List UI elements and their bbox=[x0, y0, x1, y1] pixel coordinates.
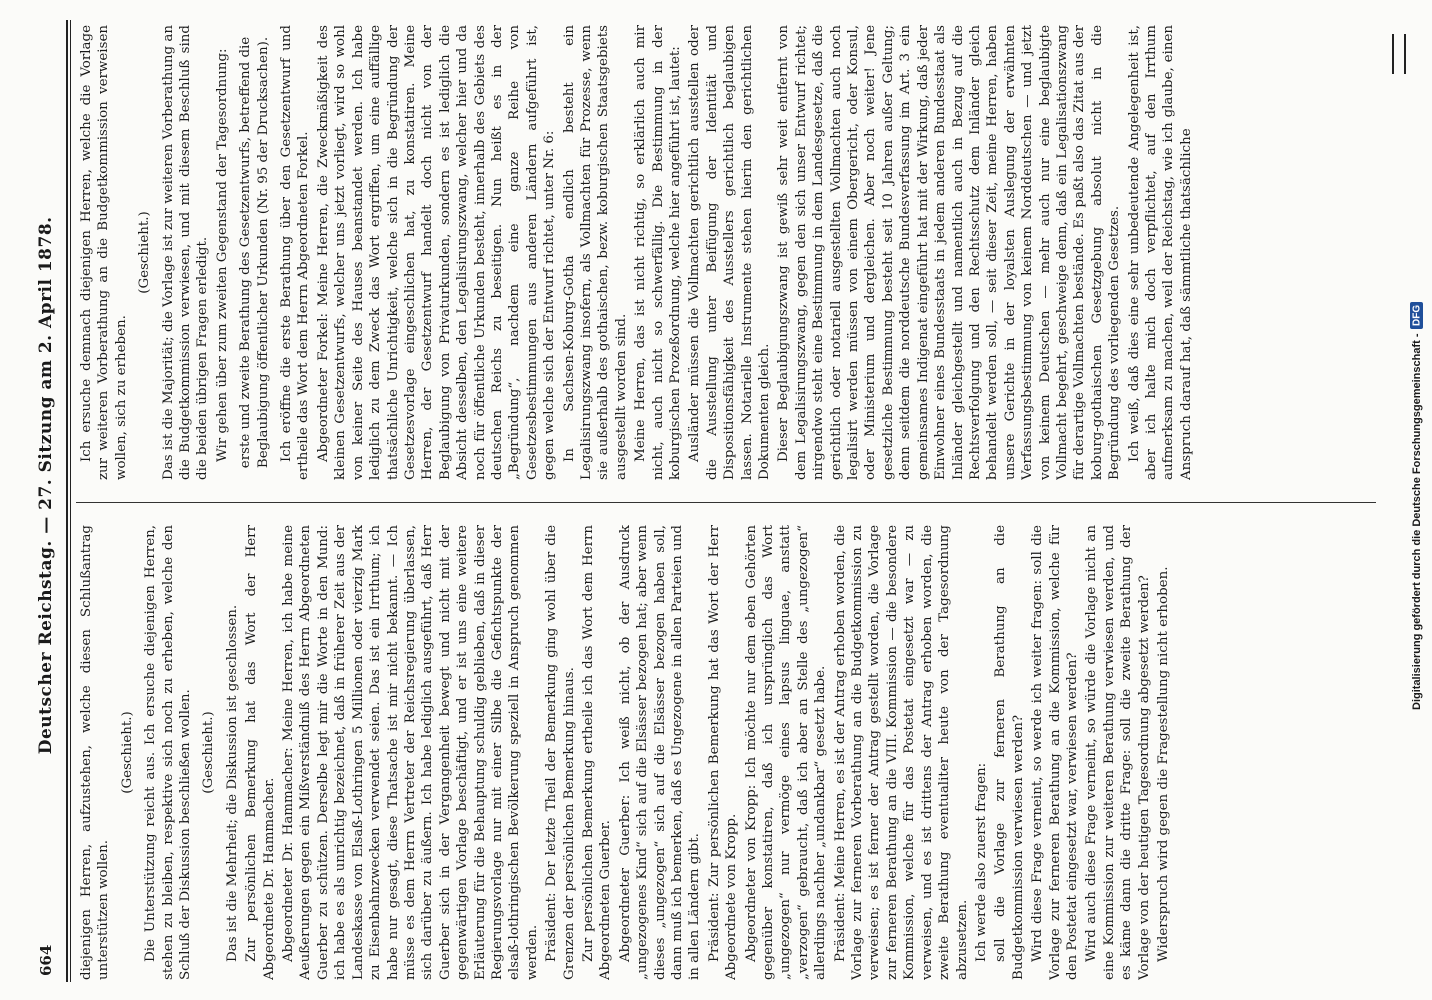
paragraph: (Geschieht.) bbox=[119, 711, 135, 794]
paragraph: (Geschieht.) bbox=[137, 211, 153, 294]
paragraph: Abgeordneter Dr. Hammacher: Meine Herren, ich habe meine Aeußerungen gegen ein Mißverständniß des Herrn Abgeordneten Guerber zu schützen. Derselbe legt mir die Worte in den Mund: ich habe es als unrichtig bezeichnet, daß in früherer Zeit aus der Landeskasse von Elsaß-Lothringen 5 Millionen oder vierzig Mark zu Eisenbahnzwecken verwendet seien. Das ist ein Irrthum; ich habe nur gesagt, diese Thatsache ist mir nicht bekannt. — Ich müsse es dem Herrn Vertreter der Reichsregierung überlassen, sich darüber zu äußern. Ich habe lediglich ausgeführt, daß Herr Guerber sich in der Vergangenheit bewegt und nicht mit der gegenwärtigen Vorlage beschäftigt, und er ist uns eine weitere Erläuterung für die Behauptung schuldig geblieben, daß in dieser Regierungsvorlage nur mit einer Silbe die Gefichtspunkte der elsaß-lothringischen Bevölkerung speziell in Anspruch genommen werden. bbox=[281, 525, 540, 980]
paragraph: Abgeordneter Forkel: Meine Herren, die Zweckmäßigkeit des kleinen Gesetzentwurfs, welcher uns jetzt vorliegt, wird so wohl von keiner Seite des Hauses beanstandet werden. Ich habe lediglich zu dem Zweck das Wort ergriffen, um eine auffällige thatsächliche Unrichtigkeit, welche sich in die Begründung der Gesetzesvorlage eingeschlichen hat, zu konstatiren. Meine Herren, der Gesetzentwurf handelt doch nicht von der Beglaubigung von Privaturkunden, sondern es ist lediglich die Absicht desselben, den Legalisirungszwang, welcher hier und da noch für öffentliche Urkunden besteht, innerhalb des Gebiets des deutschen Reichs zu beseitigen. Nun heißt es in der „Begründung“, nachdem eine ganze Reihe von Gesetzesbestimmungen aus anderen Ländern aufgeführt ist, gegen welche sich der Entwurf richtet, unter Nr. 6: bbox=[315, 25, 558, 480]
paragraph: Wird diese Frage verneint, so werde ich weiter fragen: soll die Vorlage zur ferneren Berathung an die Kommission, welche für den Postetat eingesetzt war, verwiesen werden? bbox=[1030, 525, 1080, 980]
paragraph: Zur persönlichen Bemerkung ertheile ich das Wort dem Herrn Abgeordneten Guerber. bbox=[580, 525, 614, 980]
page-number: 664 bbox=[37, 944, 55, 976]
corner-mark bbox=[1392, 34, 1406, 74]
paragraph: Präsident: Der letzte Theil der Bemerkung ging wohl über die Grenzen der persönlichen Bemerkung hinaus. bbox=[544, 525, 577, 980]
right-column bbox=[78, 25, 1374, 480]
paragraph: Die Unterstützung reicht aus. Ich ersuche diejenigen Herren, stehen zu bleiben, respektive sich noch zu erheben, welche den Schluß der Diskussion beschließen wollen. bbox=[143, 525, 194, 980]
paragraph: Abgeordneter Guerber: Ich weiß nicht, ob der Ausdruck „ungezogenes Kind“ sich auf die Elsässer bezogen hat; aber wenn dieses „ungezogen“ sich auf die Elsässer bezogen haben soll, dann muß ich bemerken, daß es Ungezogene in allen Parteien und in allen Ländern gibt. bbox=[617, 525, 703, 980]
page-header bbox=[28, 26, 64, 976]
paragraph: Meine Herren, das ist nicht richtig, so erklärlich auch mir nicht, auch nicht so schwerfällig. Die Bestimmung in der koburgischen Prozeßordnung, welche hier angeführt ist, lautet: bbox=[633, 25, 683, 480]
paragraph: Wir gehen über zum zweiten Gegenstand der Tagesordnung: bbox=[214, 48, 230, 462]
paragraph: Präsident: Meine Herren, es ist der Antrag erhoben worden, die Vorlage zur ferneren Vorberathung an die Budgetkommission zu verweisen; es ist ferner der Antrag gestellt worden, die Vorlage zur ferneren Berathung an die VIII. Kommission — die besondere Kommission, welche für das Postetat eingesetzt war — zu verweisen, und es ist drittens der Antrag erhoben worden, die zweite Berathung eventualiter heute von der Tagesordnung abzusetzen. bbox=[832, 525, 970, 980]
paragraph: Das ist die Majorität; die Vorlage ist zur weiteren Vorberathung an die Budgetkommission verwiesen, und mit diesem Beschluß sind die beiden übrigen Fragen erledigt. bbox=[160, 25, 211, 480]
left-column bbox=[78, 525, 1374, 980]
paragraph: Ausländer müssen die Vollmachten gerichtlich ausstellen oder die Ausstellung unter Beifügung der Identität und Dispositionsfähigkeit des Ausstellers gerichtlich beglaubigen lassen. Notarielle Instrumente stehen hierin den gerichtlichen Dokumenten gleich. bbox=[687, 25, 773, 480]
paragraph: soll die Vorlage zur ferneren Berathung an die Budgetkommission verwiesen werden? bbox=[993, 525, 1026, 980]
paragraph: Ich ersuche demnach diejenigen Herren, welche die Vorlage zur weiteren Vorberathung an die Budgetkommission verweisen wollen, sich zu erheben. bbox=[79, 25, 129, 480]
paragraph: Ich eröffne die erste Berathung über den Gesetzentwurf und ertheile das Wort dem Herrn Abgeordneten Forkel. bbox=[279, 25, 312, 480]
paragraph: (Geschieht.) bbox=[201, 711, 217, 794]
paragraph: erste und zweite Berathung des Gesetzentwurfs, betreffend die Beglaubigung öffentlicher Urkunden (Nr. 95 der Drucksachen). bbox=[238, 36, 271, 469]
header-rule bbox=[66, 20, 68, 982]
paragraph: Dieser Beglaubigungszwang ist gewiß sehr weit entfernt von dem Legalisirungszwang, gegen den sich unser Entwurf richtet; nirgendwo steht eine Bestimmung in dem Landesgesetze, daß die gerichtlich oder notariell ausgestellten Vollmachten auch noch legalisirt werden müssen von einem Obergericht, oder Konsul, oder Ministerium und dergleichen. Aber noch weiter! Jene gesetzliche Bestimmung besteht seit 10 Jahren außer Geltung; denn seitdem die norddeutsche Bundesverfassung im Art. 3 ein gemeinsames Indigenat eingeführt hat mit der Wirkung, daß jeder Einwohner eines Bundesstaats in jedem anderen Bundesstaat als Inländer gleichgestellt und namentlich auch in Bezug auf die Rechtsverfolgung und den Rechtsschutz dem Inländer gleich behandelt werden soll, — seit dieser Zeit, meine Herren, haben unsere Gerichte in der loyalsten Auslegung der erwähnten Verfassungsbestimmung von keinem Norddeutschen — und jetzt von keinem Deutschen — mehr auch nur eine beglaubigte Vollmacht begehrt, geschweige denn, daß ein Legalisationszwang für derartige Vollmachten bestände. Es paßt also das Zitat aus der koburg-gothaischen Gesetzgebung absolut nicht in die Begründung des vorliegenden Gesetzes. bbox=[776, 25, 1123, 480]
dfg-logo: DFG bbox=[1411, 302, 1424, 329]
paragraph: Zur persönlichen Bemerkung hat das Wort der Herr Abgeordnete Dr. Hammacher. bbox=[244, 525, 277, 980]
paragraph: Widerspruch wird gegen die Fragestellung nicht erhoben. bbox=[1155, 566, 1171, 962]
paragraph: Das ist die Mehrheit; die Diskussion ist geschlossen. bbox=[224, 604, 240, 962]
paragraph: Abgeordneter von Kropp: Ich möchte nur dem eben Gehörten gegenüber konstatiren, daß ich ursprünglich das Wort „ungezogen“ nur vermöge eines lapsus linguae, anstatt „verzogen“ gebraucht, daß ich aber an Stelle des „ungezogen“ allerdings nachher „undankbar“ gesetzt habe. bbox=[743, 525, 829, 980]
column-divider bbox=[76, 502, 1376, 503]
header-rule-thin bbox=[70, 20, 71, 982]
paragraph: Wird auch diese Frage verneint, so würde die Vorlage nicht an eine Kommission zur weiteren Berathung verwiesen werden, und es käme dann die dritte Frage: soll die zweite Berathung der Vorlage von der heutigen Tagesordnung abgesetzt werden? bbox=[1084, 525, 1152, 980]
stamp-text: Digitalisierung gefördert durch die Deutsche Forschungsgemeinschaft - bbox=[1411, 333, 1423, 710]
paragraph: Präsident: Zur persönlichen Bemerkung hat das Wort der Herr Abgeordnete von Kropp. bbox=[706, 525, 740, 980]
page-title: Deutscher Reichstag. — 27. Sitzung am 2. April 1878. bbox=[36, 216, 56, 755]
paragraph: Ich werde also zuerst fragen: bbox=[973, 762, 989, 962]
paragraph: diejenigen Herren, aufzustehen, welche diesen Schlußantrag unterstützen wollen. bbox=[79, 525, 112, 980]
digitization-stamp bbox=[1408, 10, 1426, 710]
paragraph: Ich weiß, daß dies eine sehr unbedeutende Angelegenheit ist, aber ich halte mich doch verpflichtet, auf den Irrthum aufmerksam zu machen, weil der Reichstag, wie ich glaube, einen Anspruch darauf hat, daß sämmtliche thatsächliche bbox=[1126, 25, 1194, 480]
paragraph: In Sachsen-Koburg-Gotha endlich besteht ein Legalisirungszwang insofern, als Vollmachten für Prozesse, wenn sie außerhalb des gothaischen, bezw. koburgischen Staatsgebiets ausgestellt worden sind. bbox=[561, 25, 629, 480]
